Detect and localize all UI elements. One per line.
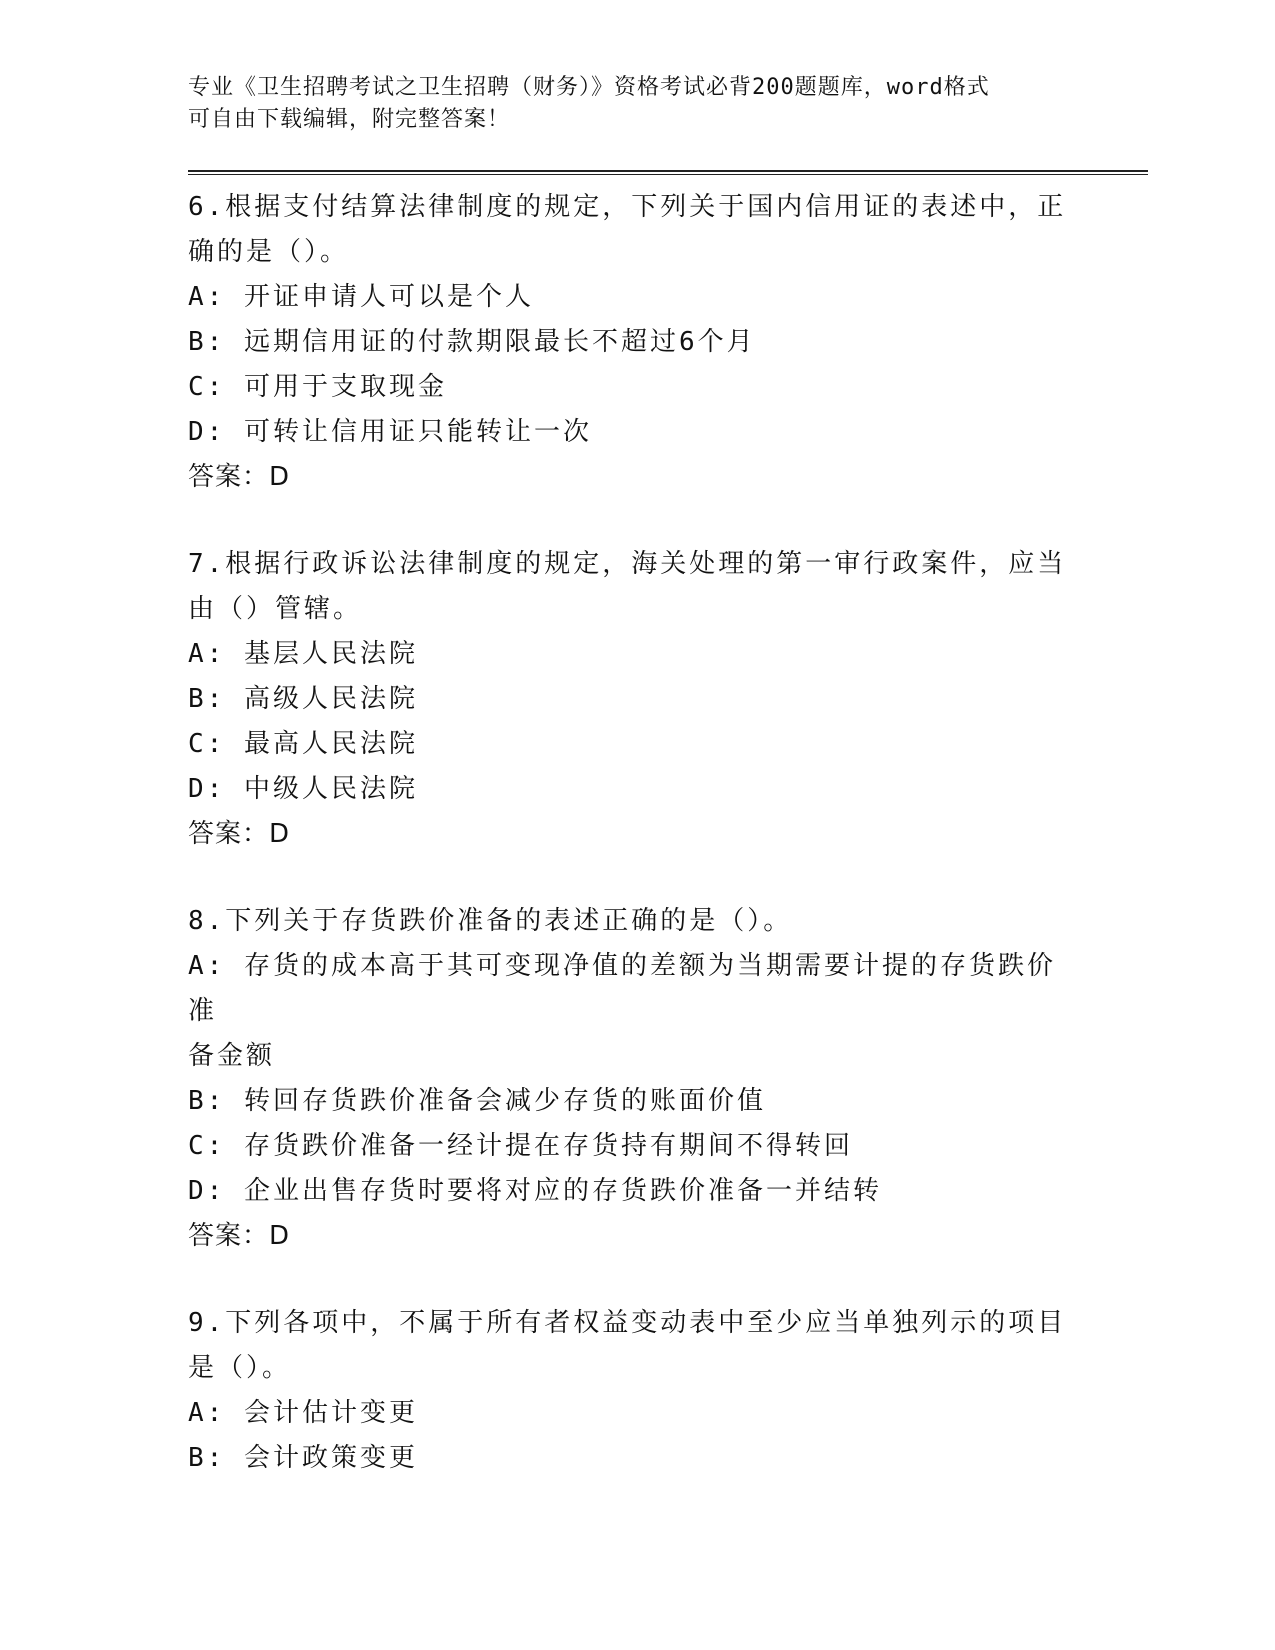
- question-stem: 9.下列各项中，不属于所有者权益变动表中至少应当单独列示的项目: [188, 1308, 1067, 1338]
- question-stem-continued: 确的是（）。: [188, 237, 350, 267]
- option-c: C: 存货跌价准备一经计提在存货持有期间不得转回: [188, 1131, 853, 1161]
- question-6: [188, 185, 1148, 500]
- option-d: D: 中级人民法院: [188, 774, 418, 804]
- document-page: [188, 72, 1148, 1481]
- answer: 答案：D: [188, 819, 291, 849]
- question-9: [188, 1301, 1148, 1481]
- option-a: A: 基层人民法院: [188, 639, 418, 669]
- option-b: B: 转回存货跌价准备会减少存货的账面价值: [188, 1086, 766, 1116]
- answer: 答案：D: [188, 1221, 291, 1251]
- question-stem: 8.下列关于存货跌价准备的表述正确的是（）。: [188, 906, 793, 936]
- answer: 答案：D: [188, 462, 291, 492]
- header-divider: [188, 170, 1148, 175]
- option-a-continued: 备金额: [188, 1041, 276, 1071]
- question-stem: 7.根据行政诉讼法律制度的规定，海关处理的第一审行政案件，应当: [188, 549, 1067, 579]
- option-b: B: 会计政策变更: [188, 1443, 418, 1473]
- header-line-1: 专业《卫生招聘考试之卫生招聘（财务）》资格考试必背200题题库，word格式: [188, 75, 990, 100]
- question-stem-continued: 由（）管辖。: [188, 594, 363, 624]
- option-b: B: 远期信用证的付款期限最长不超过6个月: [188, 327, 756, 357]
- option-d: D: 可转让信用证只能转让一次: [188, 417, 592, 447]
- question-stem: 6.根据支付结算法律制度的规定，下列关于国内信用证的表述中，正: [188, 192, 1067, 222]
- option-a: A: 开证申请人可以是个人: [188, 282, 534, 312]
- option-d: D: 企业出售存货时要将对应的存货跌价准备一并结转: [188, 1176, 882, 1206]
- option-a: A: 会计估计变更: [188, 1398, 418, 1428]
- question-stem-continued: 是（）。: [188, 1353, 292, 1383]
- document-header: [188, 72, 1068, 136]
- option-b: B: 高级人民法院: [188, 684, 418, 714]
- option-c: C: 可用于支取现金: [188, 372, 447, 402]
- option-c: C: 最高人民法院: [188, 729, 418, 759]
- question-8: [188, 899, 1148, 1259]
- header-line-2: 可自由下载编辑，附完整答案！: [188, 107, 511, 132]
- option-a: A: 存货的成本高于其可变现净值的差额为当期需要计提的存货跌价准: [188, 951, 1056, 1026]
- question-7: [188, 542, 1148, 857]
